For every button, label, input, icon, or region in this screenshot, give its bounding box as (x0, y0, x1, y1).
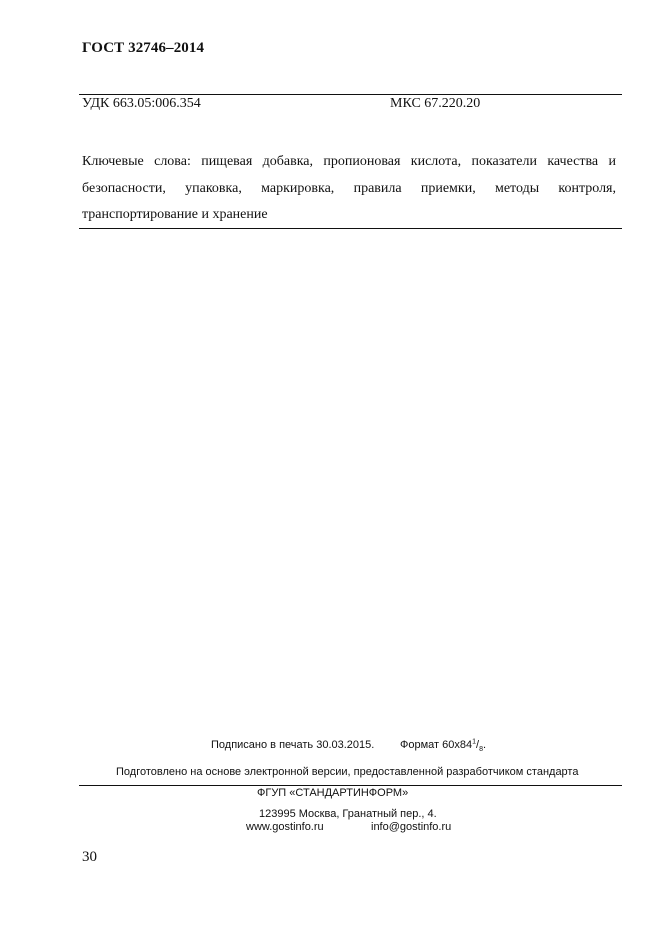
publisher-address: 123995 Москва, Гранатный пер., 4. (259, 808, 437, 820)
publisher-name: ФГУП «СТАНДАРТИНФОРМ» (257, 787, 409, 799)
format-prefix: Формат 60х84 (400, 739, 473, 751)
publisher-email: info@gostinfo.ru (371, 821, 452, 833)
format-numerator: 1 (472, 738, 477, 746)
udk-code: УДК 663.05:006.354 (82, 96, 201, 111)
header-divider (79, 94, 622, 95)
format-slash: / (476, 739, 480, 751)
format-suffix: . (482, 739, 487, 751)
print-format (400, 738, 487, 754)
signed-for-print: Подписано в печать 30.03.2015. (211, 739, 375, 751)
format-denominator: 8 (479, 746, 483, 754)
mks-code: МКС 67.220.20 (390, 96, 481, 111)
page-number: 30 (82, 849, 97, 865)
publisher-website: www.gostinfo.ru (246, 821, 324, 833)
prepared-note: Подготовлено на основе электронной версии, предоставленной разработчиком стандарта (116, 766, 579, 778)
imprint-divider (79, 785, 622, 786)
keywords-paragraph: Ключевые слова: пищевая добавка, пропионовая кислота, показатели качества и безопасности, упаковка, маркировка, правила приемки, методы контроля, транспортирование и хранение (82, 154, 616, 222)
document-code: ГОСТ 32746–2014 (82, 40, 205, 56)
keywords-divider (79, 228, 622, 229)
